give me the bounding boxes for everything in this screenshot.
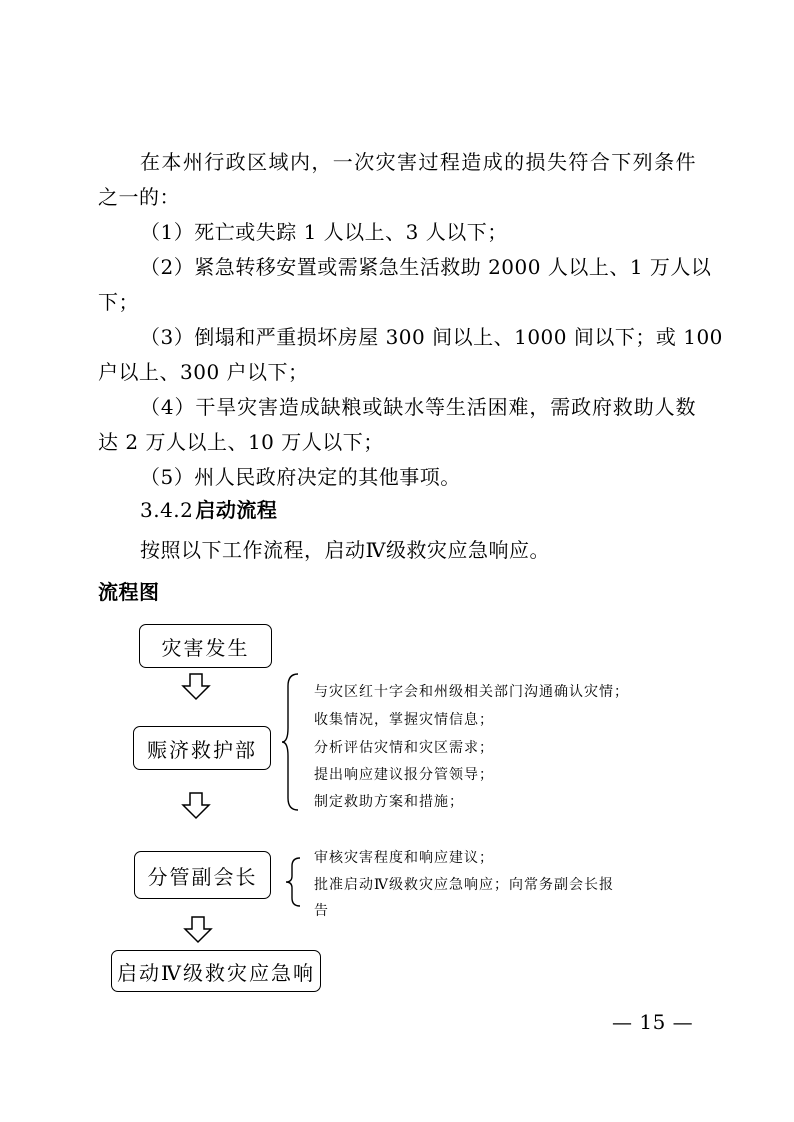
section-number: 3.4.2 <box>140 498 194 522</box>
vice-president-note-3: 告 <box>314 903 329 919</box>
down-arrow-icon <box>184 917 212 943</box>
flowchart-heading: 流程图 <box>98 580 160 604</box>
left-brace-icon <box>286 856 306 908</box>
down-arrow-icon <box>182 793 210 819</box>
relief-note-2: 收集情况，掌握灾情信息； <box>314 712 494 728</box>
condition-3-line-2: 户以上、300 户以下； <box>98 360 309 384</box>
vice-president-note-1: 审核灾害程度和响应建议； <box>314 850 494 866</box>
relief-note-5: 制定救助方案和措施； <box>314 794 464 810</box>
condition-4-line-1: （4）干旱灾害造成缺粮或缺水等生活困难，需政府救助人数 <box>140 395 696 419</box>
condition-5: （5）州人民政府决定的其他事项。 <box>140 465 461 489</box>
condition-1: （1）死亡或失踪 1 人以上、3 人以下； <box>140 220 508 244</box>
flow-step-relief-department: 赈济救护部 <box>133 726 271 770</box>
vice-president-note-2: 批准启动Ⅳ级救灾应急响应；向常务副会长报 <box>314 877 614 893</box>
paragraph-intro-line-1: 在本州行政区域内，一次灾害过程造成的损失符合下列条件 <box>140 150 696 174</box>
flow-step-disaster-occurs: 灾害发生 <box>139 624 272 668</box>
down-arrow-icon <box>182 674 210 700</box>
condition-3-line-1: （3）倒塌和严重损坏房屋 300 间以上、1000 间以下；或 100 <box>140 325 723 349</box>
condition-4-line-2: 达 2 万人以上、10 万人以下； <box>98 430 384 454</box>
left-brace-icon <box>282 672 302 812</box>
process-intro: 按照以下工作流程，启动Ⅳ级救灾应急响应。 <box>140 538 550 562</box>
condition-2-line-2: 下； <box>98 290 139 314</box>
relief-note-3: 分析评估灾情和灾区需求； <box>314 740 494 756</box>
relief-note-4: 提出响应建议报分管领导； <box>314 767 494 783</box>
paragraph-intro-line-2: 之一的： <box>98 185 180 209</box>
flow-step-start-response: 启动Ⅳ级救灾应急响 <box>111 950 321 992</box>
section-title: 启动流程 <box>195 498 278 522</box>
flow-step-vice-president: 分管副会长 <box>134 851 271 899</box>
relief-note-1: 与灾区红十字会和州级相关部门沟通确认灾情； <box>314 684 629 700</box>
page-number: — 15 — <box>612 1010 694 1034</box>
condition-2-line-1: （2）紧急转移安置或需紧急生活救助 2000 人以上、1 万人以 <box>140 255 712 279</box>
section-heading <box>140 498 277 522</box>
